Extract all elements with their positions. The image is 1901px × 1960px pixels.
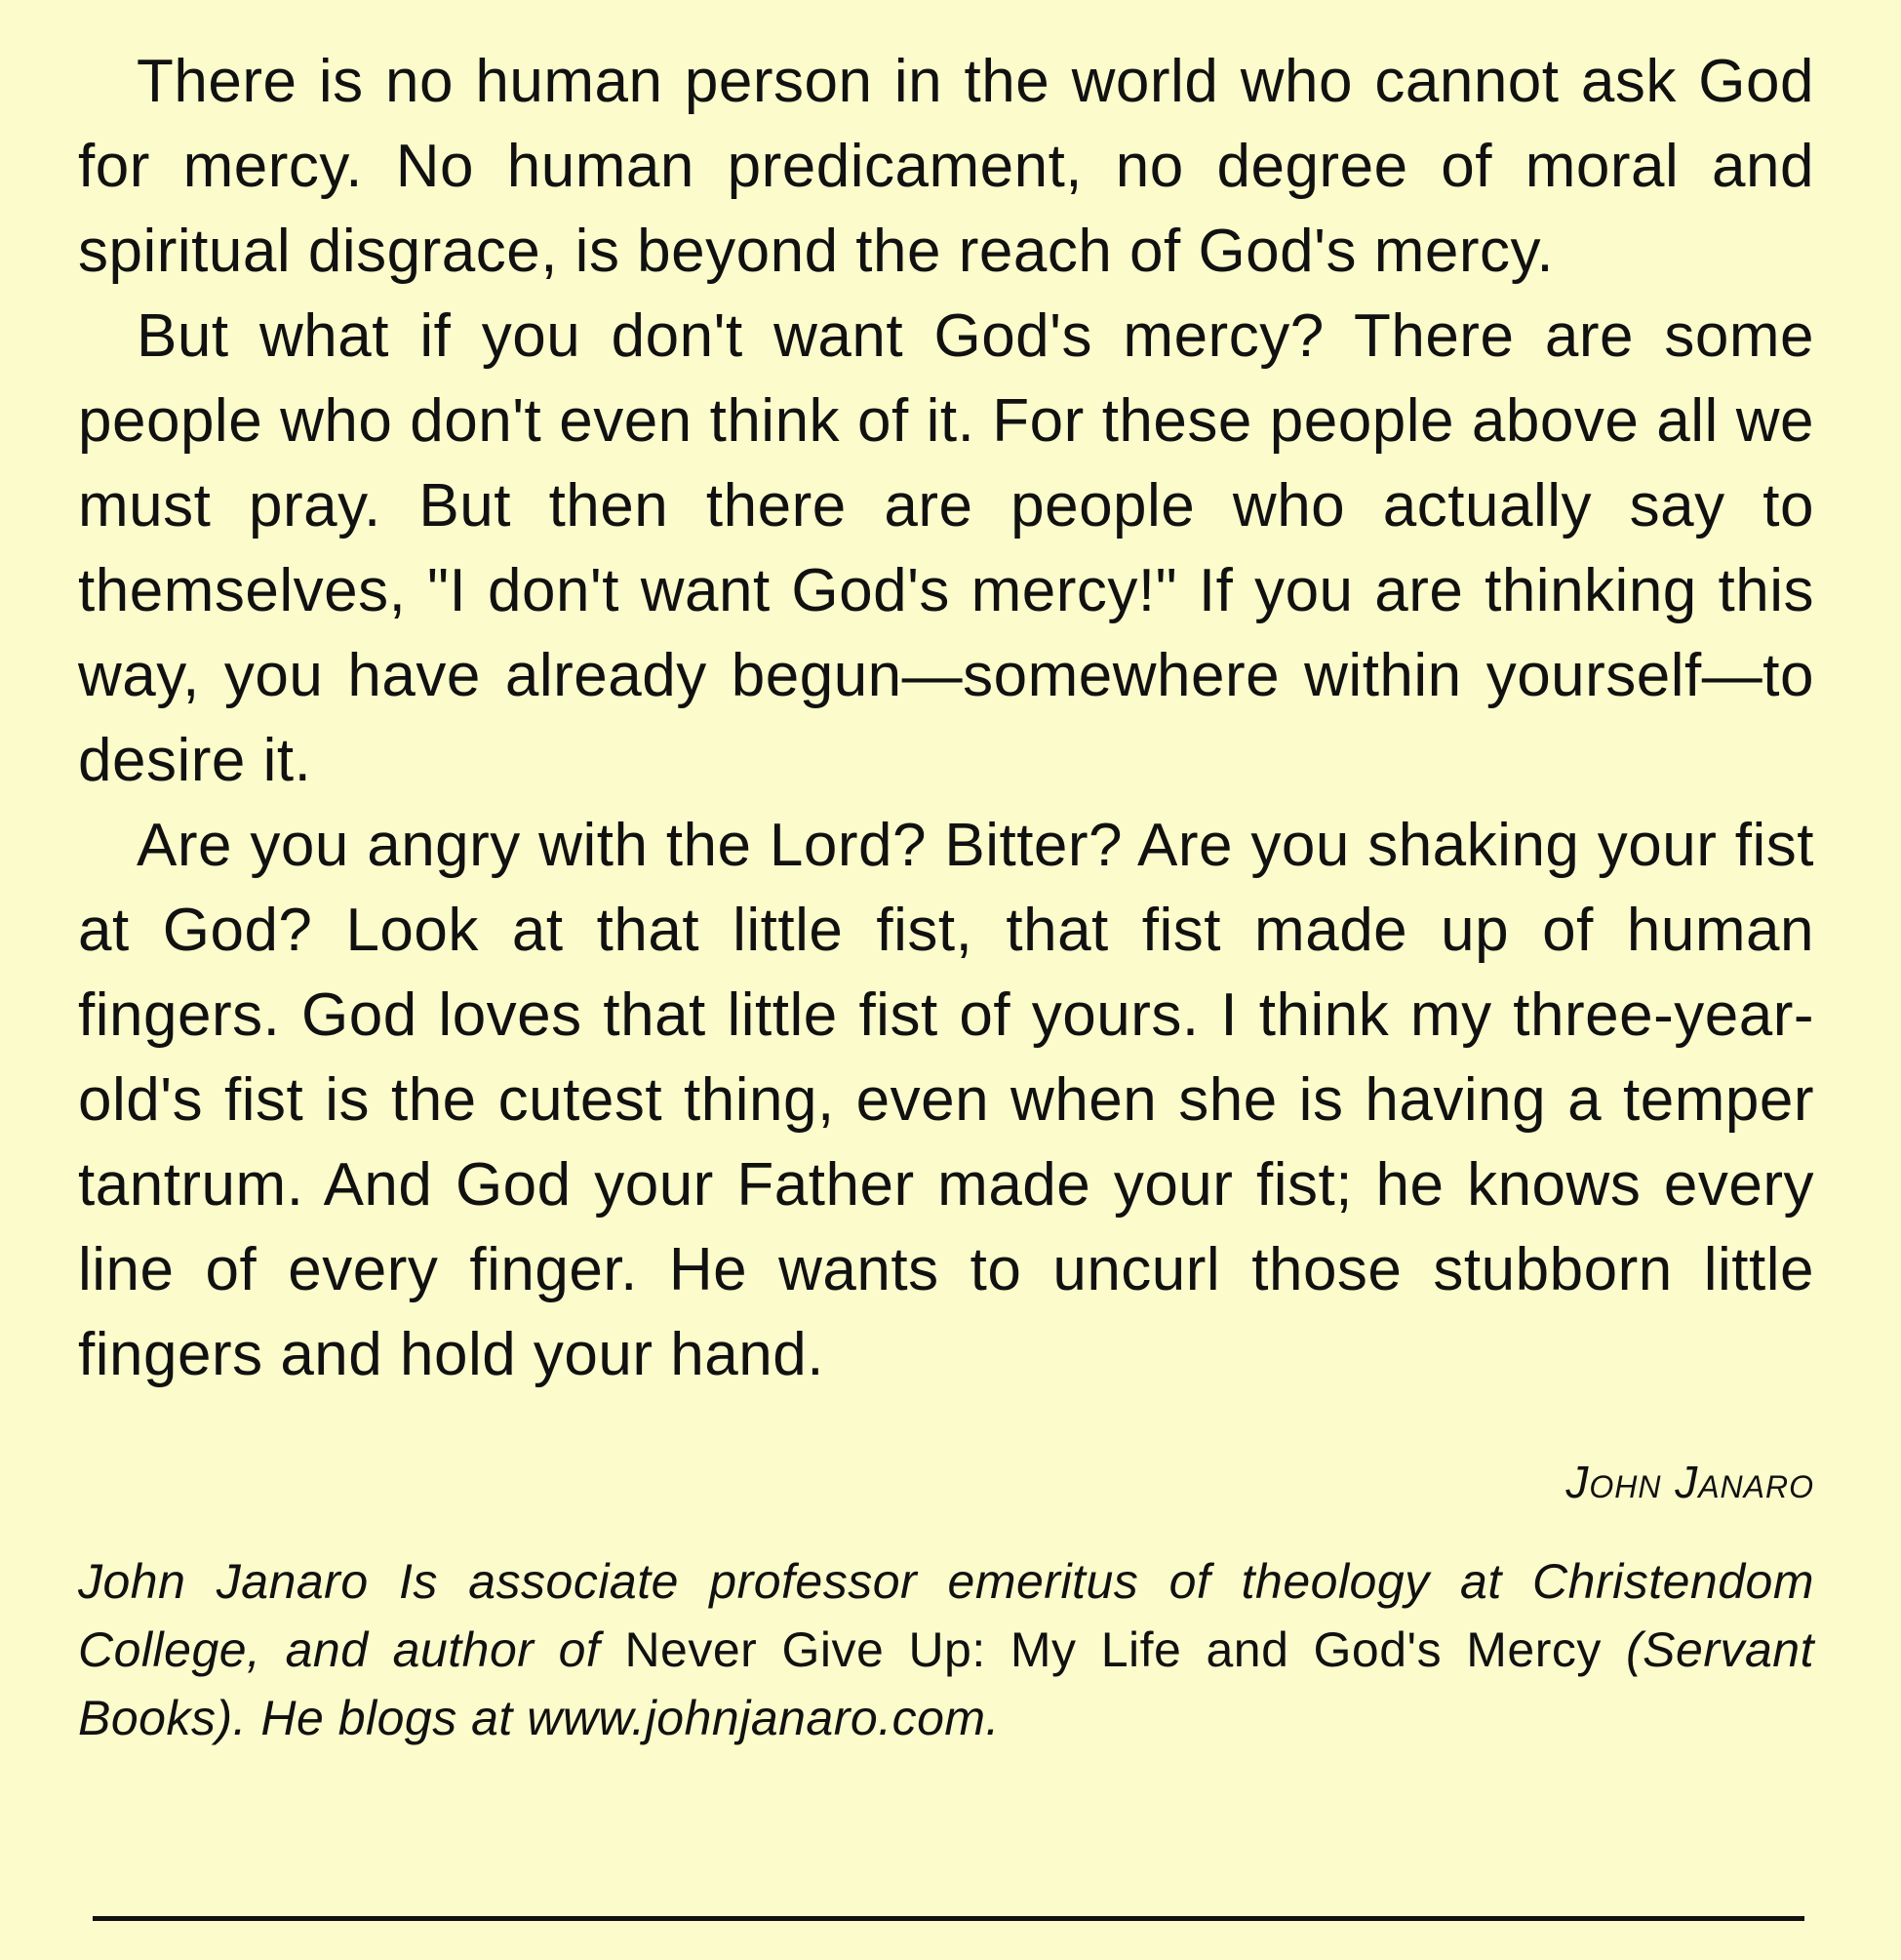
paragraph-3: Are you angry with the Lord? Bitter? Are you shaking your fist at God? Look at that little fist, that fist made up of human fingers. God loves that little fist of yours. I think my three-year-old's fist is the cutest thing, even when she is having a temper tantrum. And God your Father made your fist; he knows every line of every finger. He wants to uncurl those stubborn little fingers and hold your hand. (78, 812, 1814, 1388)
bio-text-1: John Janaro Is associate professor emeritus of theology at Christendom College, and author of (78, 1554, 1814, 1677)
author-byline: John Janaro (1565, 1457, 1814, 1507)
article (78, 39, 1814, 1811)
paragraph-1: There is no human person in the world who cannot ask God for mercy. No human predicament, no degree of moral and spiritual disgrace, is beyond the reach of God's mercy. (78, 48, 1814, 285)
book-title: Never Give Up: My Life and God's Mercy (624, 1622, 1602, 1677)
author-bio (78, 1547, 1814, 1762)
bio-text-2: (Servant Books). He blogs at www.johnjanaro.com. (78, 1622, 1814, 1745)
bottom-rule (93, 1916, 1804, 1921)
paragraph-2: But what if you don't want God's mercy? There are some people who don't even think of it. For these people above all we must pray. But then there are people who actually say to themselves, "I don't want God's mercy!" If you are thinking this way, you have already begun—somewhere within yourself—to desire it. (78, 302, 1814, 794)
